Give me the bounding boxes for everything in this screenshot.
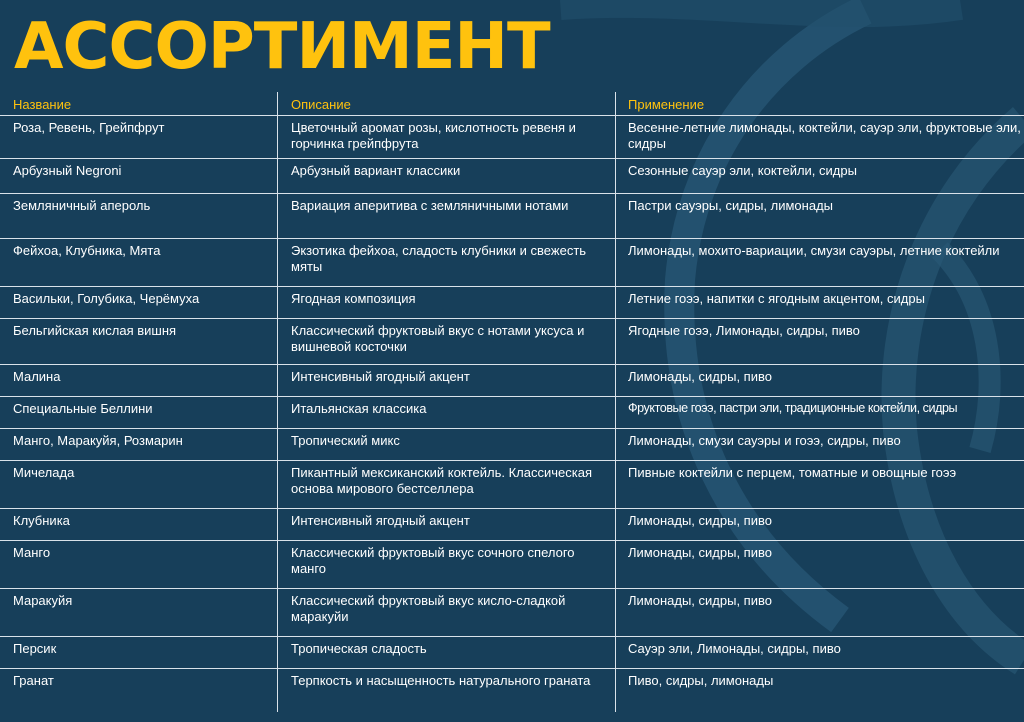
table-row <box>0 461 1024 509</box>
table-row <box>0 365 1024 397</box>
table-row <box>0 589 1024 637</box>
table-header-row <box>0 92 1024 116</box>
table-row <box>0 429 1024 461</box>
row-description: Цветочный аромат розы, кислотность ревеня и горчинка грейпфрута <box>277 116 615 158</box>
row-usage: Лимонады, сидры, пиво <box>615 365 1024 396</box>
row-description: Терпкость и насыщенность натурального граната <box>277 669 615 712</box>
row-usage: Лимонады, сидры, пиво <box>615 509 1024 540</box>
table-row <box>0 509 1024 541</box>
table-row <box>0 239 1024 287</box>
row-usage: Пивные коктейли с перцем, томатные и овощные гоээ <box>615 461 1024 508</box>
row-usage: Сауэр эли, Лимонады, сидры, пиво <box>615 637 1024 668</box>
row-usage: Лимонады, сидры, пиво <box>615 541 1024 588</box>
column-header-name: Название <box>13 97 72 112</box>
row-name: Специальные Беллини <box>13 401 153 416</box>
row-name: Манго <box>13 545 51 560</box>
table-row <box>0 637 1024 669</box>
row-usage: Ягодные гоээ, Лимонады, сидры, пиво <box>615 319 1024 364</box>
row-description: Классический фруктовый вкус кисло-сладкой маракуйи <box>277 589 615 636</box>
row-usage: Весенне-летние лимонады, коктейли, сауэр эли, фруктовые эли, сидры <box>615 116 1024 158</box>
table-row <box>0 194 1024 239</box>
row-description: Классический фруктовый вкус с нотами уксуса и вишневой косточки <box>277 319 615 364</box>
row-usage: Пиво, сидры, лимонады <box>615 669 1024 712</box>
page-title: АССОРТИМЕНТ <box>14 10 550 84</box>
table-row <box>0 541 1024 589</box>
row-description: Пикантный мексиканский коктейль. Классическая основа мирового бестселлера <box>277 461 615 508</box>
row-description: Вариация аперитива с земляничными нотами <box>277 194 615 238</box>
row-description: Арбузный вариант классики <box>277 159 615 193</box>
row-name: Бельгийская кислая вишня <box>13 323 177 338</box>
row-description: Экзотика фейхоа, сладость клубники и свежесть мяты <box>277 239 615 286</box>
row-usage: Фруктовые гоээ, пастри эли, традиционные коктейли, сидры <box>615 397 1024 428</box>
assortment-table <box>0 92 1024 712</box>
table-row <box>0 159 1024 194</box>
row-description: Ягодная композиция <box>277 287 615 318</box>
row-description: Классический фруктовый вкус сочного спелого манго <box>277 541 615 588</box>
row-name: Арбузный Negroni <box>13 163 122 178</box>
row-name: Гранат <box>13 673 54 688</box>
row-name: Манго, Маракуйя, Розмарин <box>13 433 183 448</box>
row-name: Клубника <box>13 513 70 528</box>
table-row <box>0 287 1024 319</box>
row-description: Интенсивный ягодный акцент <box>277 509 615 540</box>
row-name: Фейхоа, Клубника, Мята <box>13 243 161 258</box>
row-name: Персик <box>13 641 57 656</box>
table-row <box>0 669 1024 712</box>
row-name: Васильки, Голубика, Черёмуха <box>13 291 200 306</box>
column-header-description: Описание <box>277 92 615 115</box>
row-usage: Сезонные сауэр эли, коктейли, сидры <box>615 159 1024 193</box>
row-description: Интенсивный ягодный акцент <box>277 365 615 396</box>
row-name: Малина <box>13 369 61 384</box>
row-usage: Летние гоээ, напитки с ягодным акцентом, сидры <box>615 287 1024 318</box>
row-name: Маракуйя <box>13 593 73 608</box>
row-usage: Лимонады, смузи сауэры и гоээ, сидры, пиво <box>615 429 1024 460</box>
row-name: Мичелада <box>13 465 75 480</box>
table-row <box>0 397 1024 429</box>
row-usage: Пастри сауэры, сидры, лимонады <box>615 194 1024 238</box>
row-name: Роза, Ревень, Грейпфрут <box>13 120 165 135</box>
row-usage: Лимонады, сидры, пиво <box>615 589 1024 636</box>
row-usage: Лимонады, мохито-вариации, смузи сауэры, летние коктейли <box>615 239 1024 286</box>
table-row <box>0 116 1024 159</box>
row-description: Тропическая сладость <box>277 637 615 668</box>
row-description: Тропический микс <box>277 429 615 460</box>
column-header-usage: Применение <box>615 92 1024 115</box>
row-description: Итальянская классика <box>277 397 615 428</box>
table-row <box>0 319 1024 365</box>
row-name: Земляничный апероль <box>13 198 151 213</box>
